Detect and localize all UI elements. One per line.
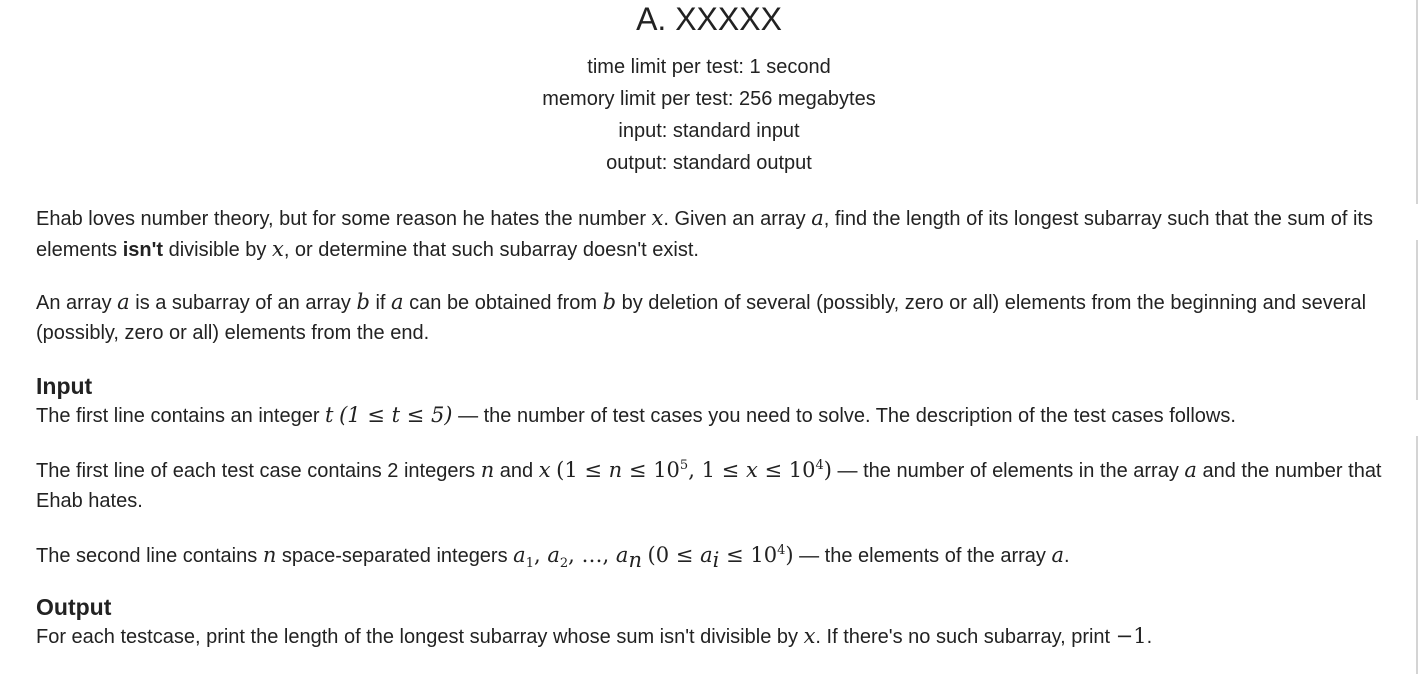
math-exp-4: 4 — [777, 543, 786, 558]
math-sub-2: 2 — [559, 556, 569, 572]
legend-text: , or determine that such subarray doesn't exist. — [283, 239, 699, 261]
input-line-3 — [36, 540, 1382, 571]
math-le: ≤ — [721, 458, 740, 482]
output-source: output: standard output — [606, 152, 812, 174]
output-text: . — [1146, 626, 1153, 648]
math-le: ≤ — [675, 543, 694, 567]
math-a: a — [117, 290, 130, 314]
input-line-2 — [36, 455, 1382, 516]
math-n: n — [480, 458, 495, 482]
input-text: The first line contains an integer — [36, 405, 326, 427]
math-a: a — [547, 543, 560, 567]
math-comma: , — [533, 543, 541, 567]
input-text: and the number that Ehab hates. — [36, 460, 1382, 512]
input-title: Input — [36, 373, 93, 399]
math-open: ( — [556, 458, 565, 482]
math-x: x — [803, 624, 816, 648]
math-a: a — [811, 206, 824, 230]
input-section — [36, 372, 1382, 571]
math-one: 1 — [564, 458, 578, 482]
legend-text: can be obtained from — [403, 292, 603, 314]
math-le: ≤ — [726, 543, 744, 567]
math-x: x — [745, 458, 758, 482]
math-le: ≤ — [764, 458, 783, 482]
legend-text: , find the length of its longest subarray such that the sum of its elements — [36, 208, 1373, 261]
math-a: a — [1051, 543, 1064, 567]
problem-limits — [36, 51, 1382, 179]
math-sub-1: 1 — [525, 556, 534, 572]
math-sequence — [513, 543, 642, 573]
legend-paragraph-2 — [36, 287, 1382, 348]
input-text: — the elements of the array — [793, 545, 1052, 567]
math-comma: , — [568, 543, 575, 567]
math-comma: , — [602, 543, 610, 567]
output-line-1 — [36, 621, 1382, 652]
math-close: ) — [785, 543, 794, 567]
legend-text: divisible by — [163, 239, 272, 261]
input-text: — the number of test cases you need to solve. The description of the test cases follows. — [452, 405, 1236, 427]
math-open: ( — [647, 543, 656, 567]
input-text: and — [494, 460, 539, 482]
input-text: The first line of each test case contains 2 integers — [36, 460, 481, 482]
math-x: x — [271, 237, 284, 261]
math-sub-n: n — [628, 548, 642, 573]
legend-text: by deletion of several (possibly, zero or all) elements from the beginning and several (possibly, zero or all) elements from the end. — [36, 292, 1367, 344]
math-t-constraint: (1 ≤ t ≤ 5) — [339, 403, 453, 427]
time-limit: time limit per test: 1 second — [587, 56, 831, 78]
math-constraint-nx — [556, 458, 832, 482]
math-constraint-ai — [647, 543, 794, 573]
input-text: . — [1063, 545, 1070, 567]
input-text: space-separated integers — [276, 545, 514, 567]
math-exp-5: 5 — [679, 458, 689, 473]
input-text: The second line contains — [36, 545, 263, 567]
math-a: a — [615, 543, 629, 567]
math-le: ≤ — [628, 458, 647, 482]
math-minus-one: −1 — [1115, 624, 1147, 648]
math-sub-i: i — [712, 548, 720, 573]
math-n: n — [608, 458, 623, 482]
legend-paragraph-1 — [36, 203, 1382, 265]
math-ten: 10 — [788, 458, 816, 482]
math-b: b — [356, 290, 370, 314]
math-one: 1 — [701, 458, 715, 482]
math-t: t — [325, 403, 334, 427]
math-dots: … — [581, 543, 603, 567]
math-exp-4: 4 — [815, 458, 824, 473]
math-comma: , — [688, 458, 695, 482]
math-ten: 10 — [653, 458, 680, 482]
math-ten: 10 — [750, 543, 778, 567]
output-text: . If there's no such subarray, print — [815, 626, 1116, 648]
legend-text: . Given an array — [663, 208, 812, 230]
math-zero: 0 — [655, 543, 670, 567]
problem-title: A. XXXXX — [636, 1, 782, 37]
output-title: Output — [36, 594, 112, 620]
legend-text: An array — [36, 292, 118, 314]
problem-statement — [36, 0, 1382, 652]
legend-text: is a subarray of an array — [129, 292, 357, 314]
math-le: ≤ — [584, 458, 602, 482]
input-source: input: standard input — [618, 120, 800, 142]
input-line-1 — [36, 400, 1382, 431]
math-x: x — [651, 206, 664, 230]
legend-text: Ehab loves number theory, but for some reason he hates the number — [36, 208, 652, 230]
input-text: — the number of elements in the array — [831, 460, 1185, 482]
memory-limit: memory limit per test: 256 megabytes — [542, 88, 876, 110]
output-text: For each testcase, print the length of the longest subarray whose sum isn't divisible by — [36, 626, 804, 648]
math-a: a — [391, 290, 404, 314]
math-b: b — [602, 290, 617, 314]
legend-text: if — [369, 292, 392, 314]
math-a: a — [1184, 458, 1197, 482]
output-section — [36, 593, 1382, 652]
math-a: a — [513, 543, 526, 567]
problem-header — [36, 0, 1382, 179]
math-n: n — [262, 543, 277, 567]
math-x: x — [538, 458, 551, 482]
math-a: a — [700, 543, 713, 567]
bold-isnt: isn't — [122, 239, 164, 261]
math-close: ) — [823, 458, 832, 482]
